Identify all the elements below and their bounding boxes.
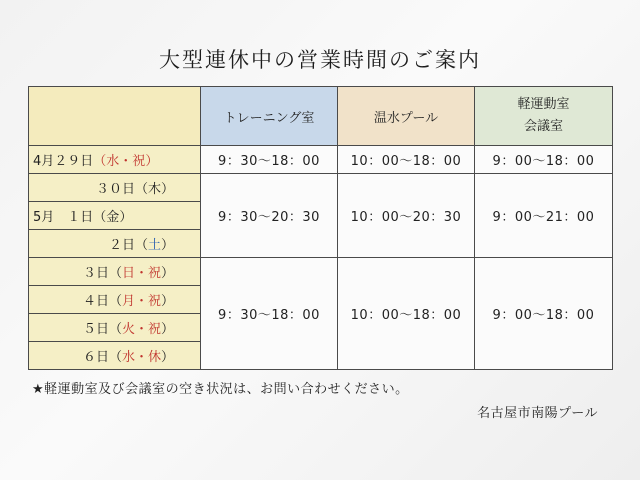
time-training: 9：30〜18：00	[201, 258, 338, 370]
time-pool: 10：00〜20：30	[338, 174, 475, 258]
date-cell: ２日（土）	[29, 230, 201, 258]
day-of-week: 水・休	[121, 350, 161, 365]
time-training: 9：30〜18：00	[201, 146, 338, 174]
date-cell: ３日（日・祝）	[29, 258, 201, 286]
table-row	[29, 146, 613, 174]
footnote: ★軽運動室及び会議室の空き状況は、お問い合わせください。	[32, 382, 409, 397]
table-row	[29, 174, 613, 202]
date-cell: ５日（火・祝）	[29, 314, 201, 342]
day-of-week: 月・祝	[121, 294, 161, 309]
day-of-week: 水・祝	[106, 154, 146, 169]
date-cell: ３０日（木）	[29, 174, 201, 202]
date-cell: 4月２９日（水・祝）	[29, 146, 201, 174]
day-of-week: 日・祝	[121, 266, 161, 281]
day-of-week: 火・祝	[121, 322, 161, 337]
header-corner-cell	[29, 87, 201, 146]
schedule-table	[28, 86, 613, 370]
day-of-week: 木	[147, 182, 161, 197]
header-gym-line2: 会議室	[523, 119, 563, 134]
time-gym: 9：00〜18：00	[475, 146, 613, 174]
table-row	[29, 258, 613, 286]
time-pool: 10：00〜18：00	[338, 258, 475, 370]
header-training-room: トレーニング室	[201, 87, 338, 146]
time-gym: 9：00〜21：00	[475, 174, 613, 258]
header-row	[29, 87, 613, 146]
header-heated-pool: 温水プール	[338, 87, 475, 146]
date-cell: 5月 １日（金）	[29, 202, 201, 230]
time-gym: 9：00〜18：00	[475, 258, 613, 370]
time-training: 9：30〜20：30	[201, 174, 338, 258]
date-cell: ４日（月・祝）	[29, 286, 201, 314]
time-pool: 10：00〜18：00	[338, 146, 475, 174]
header-gym-meeting-room	[475, 87, 613, 146]
organization-name: 名古屋市南陽プール	[477, 406, 598, 421]
date-cell: ６日（水・休）	[29, 342, 201, 370]
header-gym-line1: 軽運動室	[517, 97, 570, 112]
day-of-week: 金	[106, 210, 120, 225]
page-title: 大型連休中の営業時間のご案内	[159, 48, 481, 72]
day-of-week: 土	[147, 238, 161, 253]
